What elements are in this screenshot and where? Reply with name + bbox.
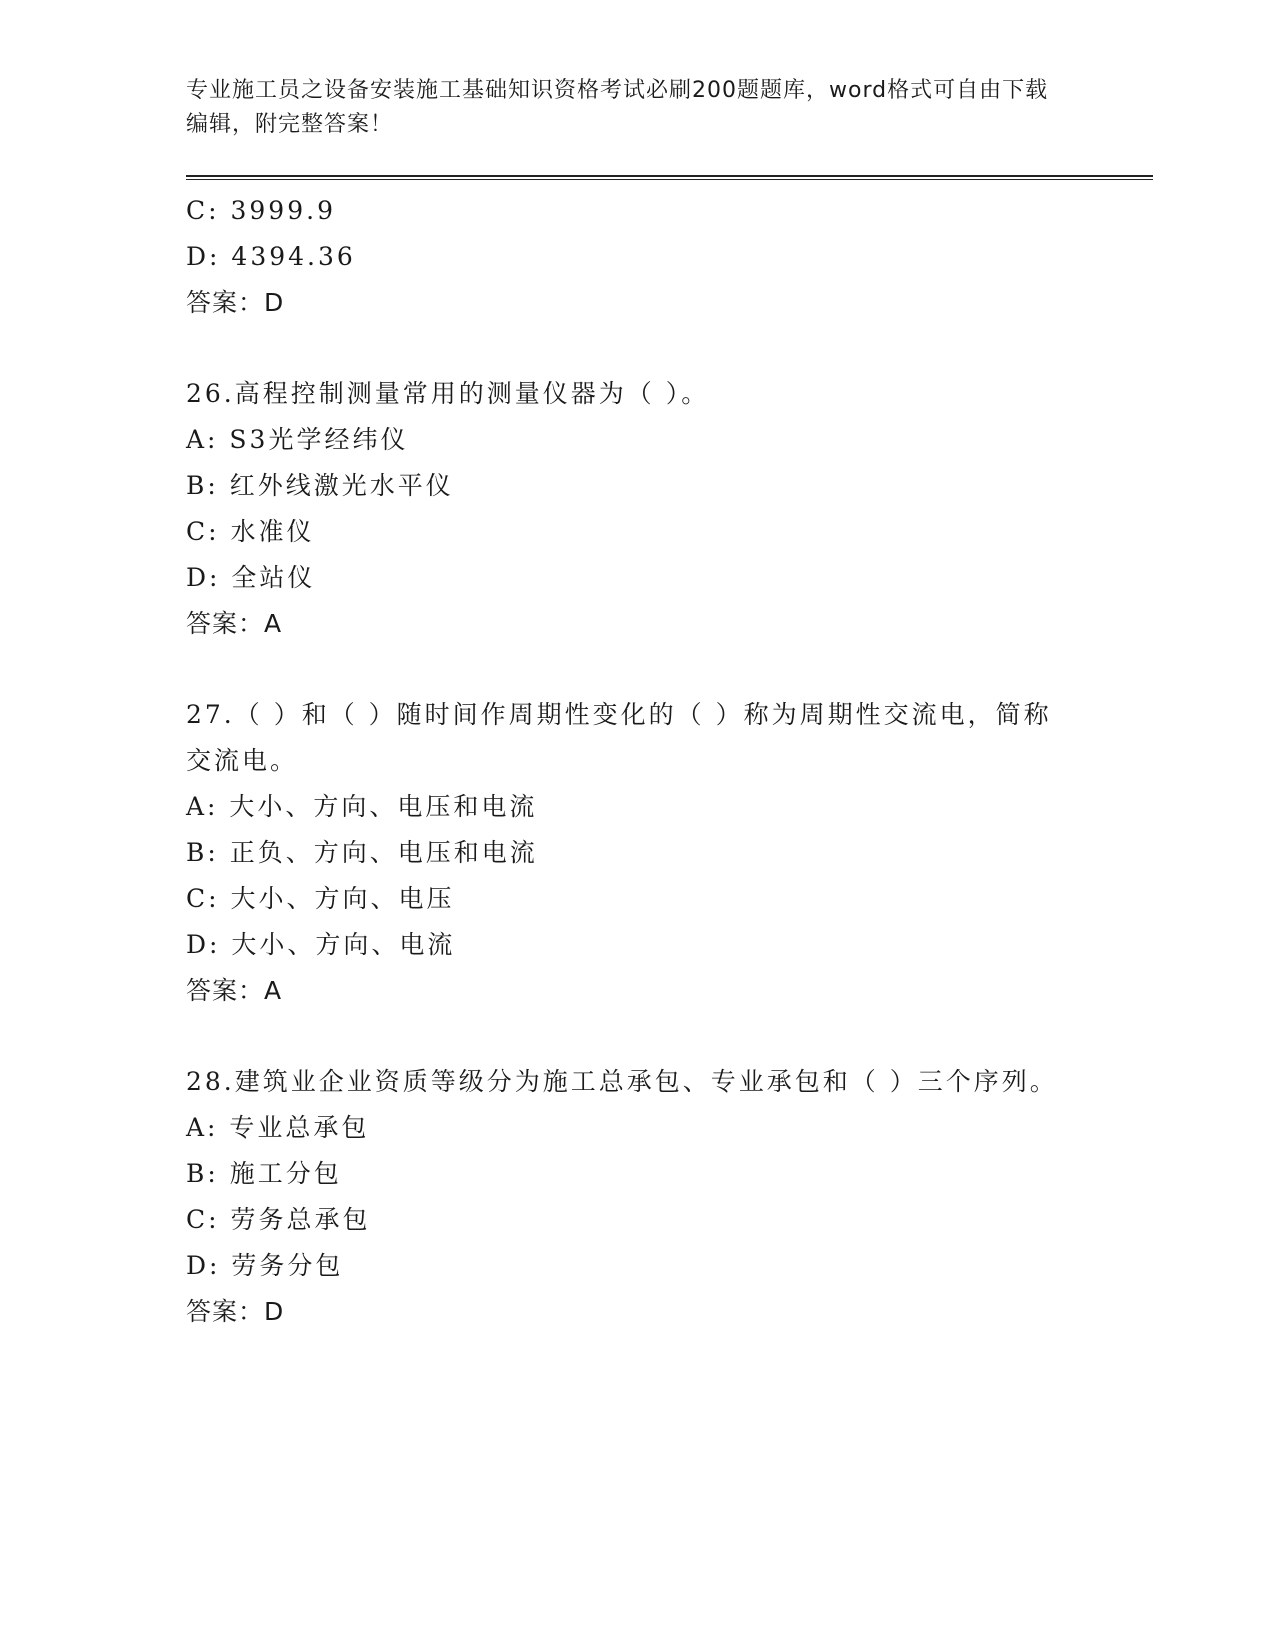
option-c: C: 3999.9 <box>186 196 336 225</box>
spacer <box>186 647 1066 692</box>
question-text: 27.（ ）和（ ）随时间作周期性变化的（ ）称为周期性交流电，简称交流电。 <box>186 700 1052 775</box>
spacer <box>186 326 1066 371</box>
header-divider <box>186 175 1153 180</box>
question-text: 26.高程控制测量常用的测量仪器为（ ）。 <box>186 379 710 408</box>
question-text: 28.建筑业企业资质等级分为施工总承包、专业承包和（ ）三个序列。 <box>186 1067 1058 1096</box>
option-b: B: 正负、方向、电压和电流 <box>186 838 538 867</box>
document-body <box>186 188 1066 1335</box>
document-header: 专业施工员之设备安装施工基础知识资格考试必刷200题题库，word格式可自由下载编辑，附完整答案！ <box>186 78 1049 137</box>
spacer <box>186 1014 1066 1059</box>
question-block <box>186 692 1066 1014</box>
answer: 答案：D <box>186 1297 285 1326</box>
question-block <box>186 188 1066 326</box>
option-c: C: 大小、方向、电压 <box>186 884 455 913</box>
option-c: C: 劳务总承包 <box>186 1205 371 1234</box>
option-d: D: 全站仪 <box>186 563 316 592</box>
option-c: C: 水准仪 <box>186 517 315 546</box>
option-a: A: S3光学经纬仪 <box>186 425 409 454</box>
answer: 答案：A <box>186 976 283 1005</box>
option-a: A: 大小、方向、电压和电流 <box>186 792 538 821</box>
option-b: B: 施工分包 <box>186 1159 342 1188</box>
question-block <box>186 371 1066 647</box>
option-a: A: 专业总承包 <box>186 1113 370 1142</box>
option-d: D: 劳务分包 <box>186 1251 344 1280</box>
question-block <box>186 1059 1066 1335</box>
answer: 答案：D <box>186 288 285 317</box>
option-d: D: 4394.36 <box>186 242 356 271</box>
option-d: D: 大小、方向、电流 <box>186 930 456 959</box>
option-b: B: 红外线激光水平仪 <box>186 471 454 500</box>
answer: 答案：A <box>186 609 283 638</box>
